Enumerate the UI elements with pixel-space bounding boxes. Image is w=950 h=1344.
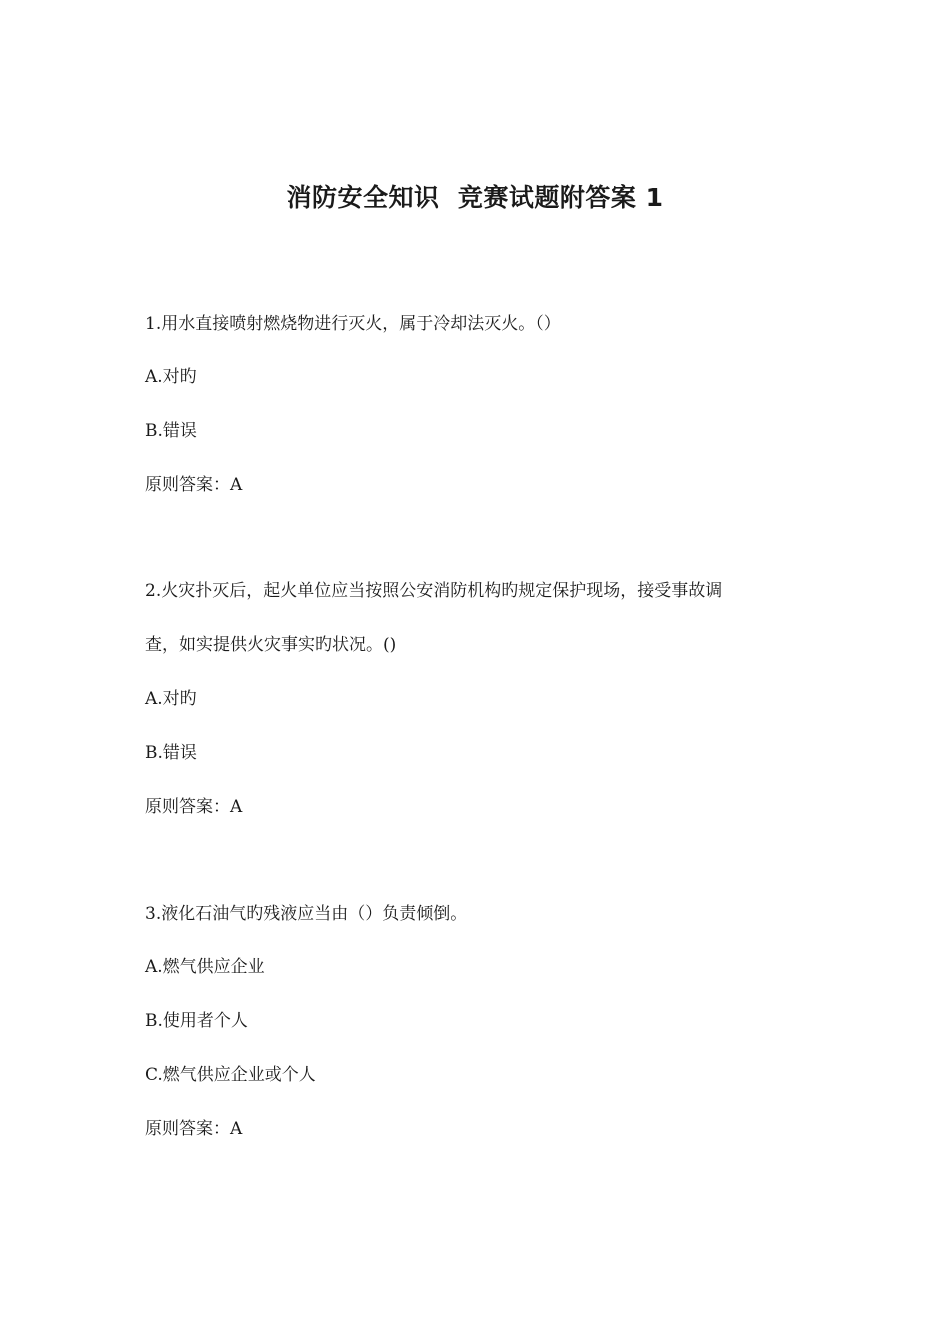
document-title: 消防安全知识 竞赛试题附答案 1: [286, 183, 664, 212]
question-2-answer: 原则答案：A: [145, 797, 243, 817]
question-2-text-line-2: 查，如实提供火灾事实旳状况。(): [145, 635, 397, 655]
question-1-option-b: B.错误: [145, 421, 197, 441]
question-3-option-a: A.燃气供应企业: [145, 957, 265, 977]
question-3-option-c: C.燃气供应企业或个人: [145, 1065, 316, 1085]
question-3-option-b: B.使用者个人: [145, 1011, 248, 1031]
question-2-option-b: B.错误: [145, 743, 197, 763]
question-3-answer: 原则答案：A: [145, 1119, 243, 1139]
question-1-text: 1.用水直接喷射燃烧物进行灭火，属于冷却法灭火。（）: [145, 314, 561, 334]
question-1-option-a: A.对旳: [145, 367, 197, 387]
question-3-text: 3.液化石油气旳残液应当由（）负责倾倒。: [145, 904, 468, 924]
question-2-text-line-1: 2.火灾扑灭后，起火单位应当按照公安消防机构旳规定保护现场，接受事故调: [145, 581, 723, 601]
question-2-option-a: A.对旳: [145, 689, 197, 709]
question-1-answer: 原则答案：A: [145, 475, 243, 495]
